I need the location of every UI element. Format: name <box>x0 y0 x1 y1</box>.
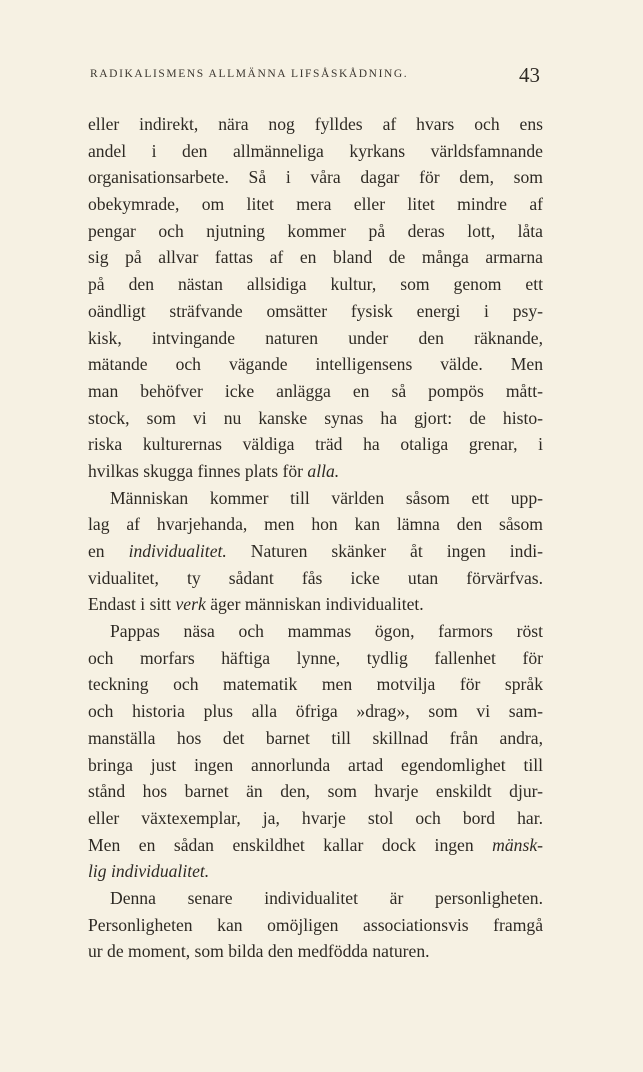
italic-word: verk <box>175 594 206 615</box>
text-line: eller indirekt, nära nog fylldes af hvars och ens <box>88 114 543 134</box>
text-line <box>88 858 543 885</box>
text-line: Personligheten kan omöjligen associationsvis framgå <box>88 914 543 935</box>
text-line: kisk, intvingande naturen under den räknande, <box>88 327 543 348</box>
text-line: eller växtexemplar, ja, hvarje stol och bord har. <box>88 807 543 828</box>
running-title: RADIKALISMENS ALLMÄNNA LIFSÅSKÅDNING. <box>90 68 409 80</box>
text-line: manställa hos det barnet till skillnad från andra, <box>88 727 543 748</box>
text-line: på den nästan allsidiga kultur, som genom ett <box>88 274 543 295</box>
text-line: stock, som vi nu kanske synas ha gjort: de histo- <box>88 407 543 428</box>
text-line: andel i den allmänneliga kyrkans världsfamnande <box>88 140 543 161</box>
italic-word: individualitet. <box>128 541 227 561</box>
text-line: Endast i sitt verk äger människan individualitet. <box>88 594 424 615</box>
text-line: Denna senare individualitet är personligheten. <box>110 887 543 908</box>
text-line: en individualitet. Naturen skänker åt ingen indi- <box>88 541 543 561</box>
page-header <box>88 63 540 93</box>
text-line: och historia plus alla öfriga »drag», som vi sam- <box>88 701 543 722</box>
text-line: och morfars häftiga lynne, tydlig fallenhet för <box>88 647 543 668</box>
text-line: lag af hvarjehanda, men hon kan lämna den såsom <box>88 514 543 535</box>
text-line: sig på allvar fattas af en bland de många armarna <box>88 247 543 268</box>
body-text <box>88 111 543 965</box>
text-line: riska kulturernas väldiga träd ha otaliga grenar, i <box>88 434 543 455</box>
italic-phrase: lig individualitet. <box>88 861 210 882</box>
text-line: organisationsarbete. Så i våra dagar för dem, som <box>88 167 543 188</box>
text-line: Pappas näsa och mammas ögon, farmors röst <box>110 621 543 642</box>
text-line: Men en sådan enskildhet kallar dock ingen mänsk- <box>88 834 543 855</box>
text-line: man behöfver icke anlägga en så pompös mått- <box>88 380 543 401</box>
text-line: pengar och njutning kommer på deras lott, låta <box>88 220 543 241</box>
text-line: mätande och vägande intelligensens välde. Men <box>88 354 543 375</box>
text-line: oändligt sträfvande omsätter fysisk energi i psy- <box>88 300 543 321</box>
italic-word: mänsk- <box>492 834 543 855</box>
page-number: 43 <box>519 63 540 87</box>
text-line: vidualitet, ty sådant fås icke utan förvärfvas. <box>88 567 543 588</box>
text-line: ur de moment, som bilda den medfödda naturen. <box>88 941 430 962</box>
text-line: stånd hos barnet än den, som hvarje enskildt djur- <box>88 781 543 802</box>
text-line: obekymrade, om litet mera eller litet mindre af <box>88 194 543 215</box>
italic-word: alla. <box>307 460 340 481</box>
text-line: Människan kommer till världen såsom ett upp- <box>110 487 543 508</box>
text-line: bringa just ingen annorlunda artad egendomlighet till <box>88 754 543 775</box>
text-line: hvilkas skugga finnes plats för alla. <box>88 460 340 481</box>
text-line: teckning och matematik men motvilja för språk <box>88 674 543 695</box>
